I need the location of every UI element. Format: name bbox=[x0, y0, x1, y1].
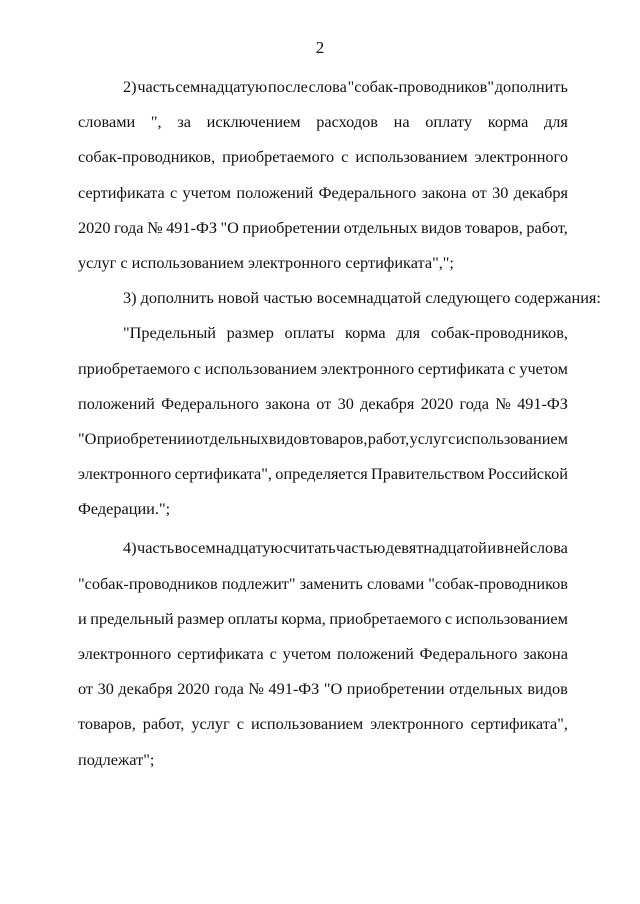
word: 2020 bbox=[420, 393, 454, 413]
word: исключением bbox=[206, 112, 301, 132]
word: сертификата bbox=[78, 182, 165, 202]
word: приобретении bbox=[96, 428, 195, 448]
document-body bbox=[78, 76, 601, 784]
text-line bbox=[78, 463, 568, 498]
word: сертификата bbox=[417, 358, 505, 378]
word: учетом bbox=[182, 182, 232, 202]
word: положений bbox=[78, 393, 155, 413]
word: для bbox=[396, 323, 421, 343]
word: услуг bbox=[409, 428, 448, 448]
word: с bbox=[169, 182, 178, 202]
word: заменить bbox=[299, 573, 363, 593]
word: от bbox=[471, 182, 487, 202]
word: декабря bbox=[118, 679, 173, 699]
word: словами bbox=[366, 573, 425, 593]
word: отдельных bbox=[449, 679, 523, 699]
text-line bbox=[78, 322, 568, 357]
text-line bbox=[78, 393, 568, 428]
text-line bbox=[78, 182, 568, 217]
word: декабря bbox=[513, 182, 568, 202]
word: дополнить bbox=[494, 77, 568, 96]
text-line bbox=[78, 146, 568, 181]
word: № bbox=[147, 217, 163, 237]
word: оплаты bbox=[284, 323, 335, 343]
word: 491-ФЗ bbox=[268, 679, 320, 699]
word: в bbox=[496, 538, 505, 558]
word: электронного bbox=[320, 358, 415, 378]
paragraph-item-4 bbox=[78, 537, 568, 783]
word: закона bbox=[421, 182, 467, 202]
word: собак-проводников, bbox=[430, 323, 568, 343]
text-line: 3) дополнить новой частью восемнадцатой следующего содержания: bbox=[123, 288, 601, 308]
word: закона bbox=[523, 644, 568, 663]
word: приобретении bbox=[242, 217, 341, 237]
word: часть bbox=[137, 538, 175, 558]
word: товаров, bbox=[78, 714, 136, 734]
word: использованием bbox=[455, 608, 568, 628]
word: и bbox=[78, 608, 87, 628]
word: электронного bbox=[474, 147, 568, 167]
word: размер bbox=[177, 608, 225, 628]
text-line bbox=[78, 428, 568, 463]
word: корма, bbox=[281, 608, 326, 628]
word: электронного bbox=[370, 714, 464, 734]
paragraph-item-2 bbox=[78, 76, 568, 287]
word: оплаты bbox=[227, 608, 278, 628]
word: видов bbox=[421, 217, 462, 237]
word: с bbox=[444, 608, 453, 628]
word: девятнадцатой bbox=[385, 538, 487, 558]
word: оплату bbox=[425, 112, 473, 132]
word: 491-ФЗ bbox=[166, 217, 217, 237]
text-line bbox=[78, 713, 568, 748]
word: 2020 bbox=[177, 679, 210, 699]
word: приобретении bbox=[346, 679, 445, 699]
word: использованием bbox=[204, 358, 318, 378]
word: за bbox=[177, 112, 191, 132]
text-line: Федерации."; bbox=[78, 499, 171, 519]
word: Правительством bbox=[370, 464, 485, 484]
word: учетом bbox=[519, 358, 568, 378]
word: товаров, bbox=[309, 428, 368, 448]
word: сертификата", bbox=[470, 714, 568, 734]
word: Федерального bbox=[161, 393, 259, 413]
word: с bbox=[448, 428, 456, 448]
word: положений bbox=[236, 182, 314, 202]
word: ", bbox=[150, 112, 162, 132]
word: слова bbox=[529, 538, 568, 558]
word: использованием bbox=[250, 714, 364, 734]
word: декабря bbox=[360, 393, 415, 413]
word: приобретаемого bbox=[329, 608, 442, 628]
word: от bbox=[78, 679, 94, 699]
word: закона bbox=[265, 393, 310, 413]
word: отдельных bbox=[194, 428, 269, 448]
word: для bbox=[544, 112, 568, 132]
text-line bbox=[78, 76, 568, 111]
quoted-paragraph bbox=[78, 322, 568, 533]
word: учетом bbox=[282, 644, 332, 663]
word: электронного bbox=[78, 464, 172, 484]
word: № bbox=[248, 679, 264, 699]
word: работ, bbox=[142, 714, 185, 734]
text-line bbox=[78, 358, 568, 393]
word: 4) bbox=[123, 538, 137, 558]
word: и bbox=[487, 538, 497, 558]
word: с bbox=[269, 644, 277, 663]
word: приобретаемого bbox=[222, 147, 335, 167]
word: года bbox=[214, 679, 244, 699]
word: "собак-проводников bbox=[428, 573, 568, 593]
word: приобретаемого bbox=[78, 358, 190, 378]
text-line bbox=[78, 217, 568, 252]
word: с bbox=[508, 358, 516, 378]
word: отдельных bbox=[343, 217, 418, 237]
word: Федерального bbox=[318, 182, 417, 202]
text-line bbox=[78, 643, 568, 678]
word: использованием bbox=[455, 428, 568, 448]
word: товаров, bbox=[465, 217, 523, 237]
word: семнадцатую bbox=[175, 77, 268, 96]
word: 30 bbox=[492, 182, 509, 202]
word: подлежит" bbox=[221, 573, 296, 593]
word: словами bbox=[78, 112, 136, 132]
word: года bbox=[114, 217, 144, 237]
word: с bbox=[236, 714, 244, 734]
word: от bbox=[316, 393, 332, 413]
word: восемнадцатую bbox=[174, 538, 283, 558]
word: на bbox=[393, 112, 410, 132]
word: № bbox=[495, 393, 511, 413]
word: сертификата", bbox=[174, 464, 273, 484]
text-line bbox=[78, 111, 568, 146]
word: с bbox=[193, 358, 201, 378]
word: 30 bbox=[337, 393, 354, 413]
word: после bbox=[268, 77, 308, 96]
word: "собак-проводников bbox=[78, 573, 218, 593]
word: сертификата bbox=[177, 644, 264, 663]
word: услуг bbox=[191, 714, 230, 734]
paragraph-item-3 bbox=[78, 287, 601, 322]
word: использованием bbox=[355, 147, 468, 167]
word: видов bbox=[268, 428, 310, 448]
word: размер bbox=[226, 323, 274, 343]
word: электронного bbox=[78, 644, 172, 663]
word: слова bbox=[308, 77, 347, 96]
word: 2020 bbox=[78, 217, 111, 237]
word: "Предельный bbox=[123, 323, 216, 343]
text-line bbox=[78, 537, 568, 572]
word: "собак-проводников" bbox=[347, 77, 494, 96]
text-line bbox=[78, 573, 568, 608]
word: считать bbox=[283, 538, 336, 558]
word: работ, bbox=[526, 217, 568, 237]
word: работ, bbox=[367, 428, 410, 448]
word: корма bbox=[487, 112, 529, 132]
word: положений bbox=[336, 644, 414, 663]
word: 2) bbox=[123, 77, 137, 96]
word: корма bbox=[345, 323, 386, 343]
word: видов bbox=[527, 679, 568, 699]
word: "О bbox=[78, 428, 97, 448]
page-number: 2 bbox=[315, 38, 325, 57]
word: собак-проводников, bbox=[78, 147, 216, 167]
word: 30 bbox=[97, 679, 114, 699]
word: определяется bbox=[275, 464, 368, 484]
text-line: услуг с использованием электронного сертификата","; bbox=[78, 252, 454, 272]
word: частью bbox=[336, 538, 386, 558]
word: Российской bbox=[487, 464, 568, 484]
word: часть bbox=[137, 77, 175, 96]
word: предельный bbox=[90, 608, 174, 628]
word: "О bbox=[323, 679, 343, 699]
word: 491-ФЗ bbox=[517, 393, 568, 413]
word: "О bbox=[220, 217, 239, 237]
text-line bbox=[78, 608, 568, 643]
text-line: подлежат"; bbox=[78, 749, 155, 769]
word: Федерального bbox=[419, 644, 518, 663]
word: расходов bbox=[316, 112, 378, 132]
word: с bbox=[341, 147, 349, 167]
word: года bbox=[459, 393, 489, 413]
word: ней bbox=[504, 538, 530, 558]
text-line bbox=[78, 678, 568, 713]
